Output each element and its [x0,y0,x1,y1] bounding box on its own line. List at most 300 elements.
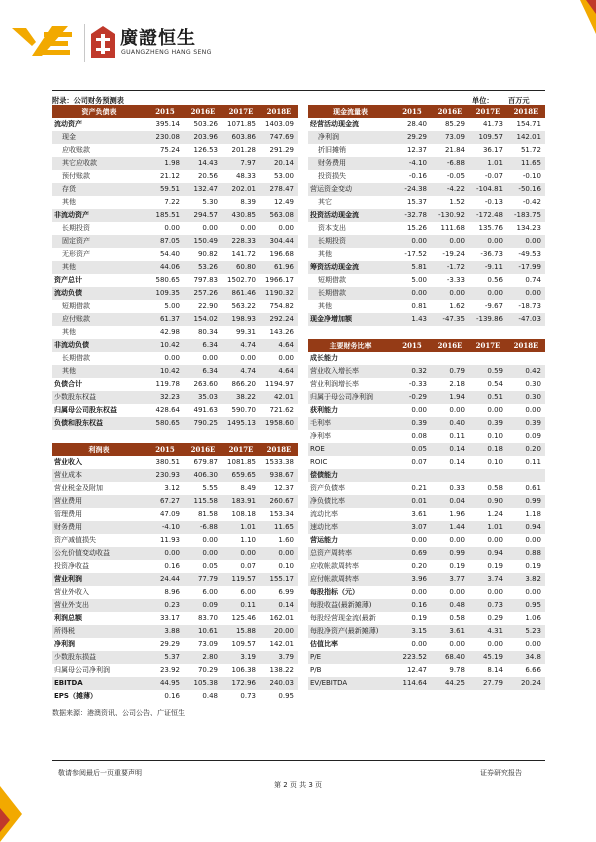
cell-value: 0.88 [525,549,541,557]
table-row [52,625,298,638]
table-row [52,131,298,144]
cell-value: 0.39 [411,419,427,427]
row-label: 其它应收款 [62,159,97,167]
cell-value: 1.44 [449,523,465,531]
cell-value: 1.01 [240,523,256,531]
cell-value: -0.07 [484,172,503,180]
table-title: 主要财务比率 [329,341,372,350]
table-row [52,534,298,547]
cell-value: 223.52 [402,653,427,661]
table-row [308,352,545,365]
table-row [52,326,298,339]
row-label: 流动比率 [310,510,338,518]
cell-value: 29.29 [159,640,180,648]
cell-value: 0.10 [278,562,294,570]
logo-separator [84,24,85,62]
cell-value: 1.18 [525,510,541,518]
cell-value: 114.64 [402,679,427,687]
cell-value: 0.00 [411,588,427,596]
cell-value: 4.64 [278,367,294,375]
row-label: 长期借款 [62,354,90,362]
table-row [308,482,545,495]
cell-value: 754.82 [269,302,294,310]
table-row [308,534,545,547]
cell-value: 12.37 [406,146,427,154]
cell-value: 106.38 [231,666,256,674]
cell-value: 0.00 [487,588,503,596]
table-row [308,612,545,625]
column-header: 2018E [513,341,539,350]
row-label: 财务费用 [318,159,346,167]
cell-value: -47.35 [442,315,465,323]
cell-value: 304.44 [269,237,294,245]
cell-value: -49.53 [518,250,541,258]
financial-ratio-table [308,339,545,690]
cashflow-table [308,105,545,326]
cell-value: 34.8 [525,653,541,661]
cell-value: 0.59 [487,367,503,375]
cell-value: 291.29 [269,146,294,154]
cell-value: -0.29 [408,393,427,401]
row-label: 其它 [318,198,332,206]
table-row [308,170,545,183]
cell-value: 580.65 [155,276,180,284]
cell-value: 0.11 [525,458,541,466]
row-label: 营运资金变动 [310,185,352,193]
cell-value: 5.55 [202,484,218,492]
cell-value: 15.26 [406,224,427,232]
cell-value: 6.66 [525,666,541,674]
cell-value: 0.04 [449,497,465,505]
cell-value: 22.90 [197,302,218,310]
table-row [308,430,545,443]
cell-value: 260.67 [269,497,294,505]
cell-value: 395.14 [155,120,180,128]
row-label: 预付账款 [62,172,90,180]
cell-value: 0.19 [487,562,503,570]
cell-value: -6.88 [446,159,465,167]
column-header: 2017E [228,107,254,116]
cell-value: 0.79 [449,367,465,375]
cell-value: 0.73 [487,601,503,609]
cell-value: 202.01 [231,185,256,193]
row-label: P/E [310,653,322,661]
cell-value: 85.29 [444,120,465,128]
row-label: 少数股东损益 [54,653,96,661]
cell-value: 0.21 [411,484,427,492]
cell-value: 1.01 [487,159,503,167]
cell-value: 42.01 [273,393,294,401]
cell-value: 73.09 [197,640,218,648]
table-row [308,183,545,196]
table-row [308,118,545,131]
table-header-row [52,105,298,118]
row-label: 营业费用 [54,497,82,505]
cell-value: 0.94 [487,549,503,557]
cell-value: 11.65 [520,159,541,167]
cell-value: 0.00 [240,354,256,362]
cell-value: 32.23 [159,393,180,401]
cell-value: 15.88 [235,627,256,635]
cell-value: 2.18 [449,380,465,388]
cell-value: 0.10 [487,432,503,440]
cell-value: 150.49 [193,237,218,245]
row-label: 管理费用 [54,510,82,518]
page-number: 第 2 页 共 3 页 [273,781,323,789]
cell-value: 0.00 [449,640,465,648]
row-label: 营业成本 [54,471,82,479]
cell-value: 380.51 [155,458,180,466]
row-label: 负债合计 [54,380,82,388]
table-row [308,495,545,508]
row-label: 应收账款 [62,146,90,154]
footer-rule [52,760,545,761]
cell-value: 6.00 [202,588,218,596]
table-row [52,456,298,469]
table-row [52,352,298,365]
cell-value: 0.00 [164,224,180,232]
cell-value: 3.19 [240,653,256,661]
row-label: 短期借款 [62,302,90,310]
cell-value: 0.00 [202,224,218,232]
cell-value: 12.49 [273,198,294,206]
cell-value: 3.77 [449,575,465,583]
cell-value: 0.58 [487,484,503,492]
cell-value: 0.19 [411,614,427,622]
table-row [52,339,298,352]
cell-value: 154.71 [516,120,541,128]
corner-decoration-icon [580,0,596,34]
cell-value: -0.05 [446,172,465,180]
cell-value: 154.02 [193,315,218,323]
table-row [308,131,545,144]
cell-value: 21.84 [444,146,465,154]
cell-value: 172.96 [231,679,256,687]
cell-value: 0.90 [487,497,503,505]
cell-value: 0.81 [411,302,427,310]
brand-mark-icon [12,22,74,62]
cell-value: 8.14 [487,666,503,674]
cell-value: 99.31 [235,328,256,336]
table-row [52,365,298,378]
row-label: 公允价值变动收益 [54,549,110,557]
table-header-row [308,105,545,118]
row-label: 财务费用 [54,523,82,531]
table-row [52,300,298,313]
row-label: 净利润 [54,640,75,648]
cell-value: 109.57 [231,640,256,648]
cell-value: -17.99 [518,263,541,271]
cell-value: 38.22 [235,393,256,401]
row-label: 营业利润 [54,575,82,583]
cell-value: 201.28 [231,146,256,154]
row-label: 应付帐款周转率 [310,575,359,583]
row-label: EV/EBITDA [310,679,348,687]
cell-value: 1.94 [449,393,465,401]
cell-value: 20.14 [273,159,294,167]
cell-value: 0.00 [525,289,541,297]
cell-value: 491.63 [193,406,218,414]
table-row [308,625,545,638]
cell-value: 0.07 [411,458,427,466]
table-row [308,144,545,157]
table-row [308,274,545,287]
cell-value: 292.24 [269,315,294,323]
cell-value: 6.99 [278,588,294,596]
table-row [308,391,545,404]
cell-value: 0.00 [525,237,541,245]
cell-value: 54.40 [159,250,180,258]
row-label: 归属于母公司净利润 [310,393,373,401]
table-row [308,456,545,469]
table-row [308,378,545,391]
cell-value: 20.24 [520,679,541,687]
cell-value: 126.53 [193,146,218,154]
cell-value: 0.16 [411,601,427,609]
cell-value: 866.20 [231,380,256,388]
cell-value: 10.42 [159,367,180,375]
cell-value: 0.73 [240,692,256,700]
cell-value: 7.97 [240,159,256,167]
cell-value: 0.05 [411,445,427,453]
cell-value: 1.10 [240,536,256,544]
row-label: 净利率 [310,432,331,440]
cell-value: 0.40 [449,419,465,427]
brand-name-cn: 廣證恒生 [120,28,196,49]
row-label: 营业外支出 [54,601,89,609]
cell-value: 132.47 [193,185,218,193]
cell-value: 0.01 [411,497,427,505]
cell-value: 603.86 [231,133,256,141]
cell-value: 0.00 [411,406,427,414]
cell-value: 1.62 [449,302,465,310]
cell-value: 73.09 [444,133,465,141]
cell-value: 0.32 [411,367,427,375]
table-row [308,235,545,248]
table-row [308,443,545,456]
row-label: 利润总额 [54,614,82,622]
table-row [52,482,298,495]
row-label: 每股指标（元） [310,588,359,596]
cell-value: 0.51 [487,393,503,401]
table-row [52,573,298,586]
cell-value: 0.14 [449,458,465,466]
cell-value: 29.29 [406,133,427,141]
cell-value: 0.61 [525,484,541,492]
table-row [52,144,298,157]
cell-value: 70.29 [197,666,218,674]
cell-value: 0.94 [525,523,541,531]
table-row [52,521,298,534]
cell-value: -1.72 [446,263,465,271]
cell-value: 11.65 [273,523,294,531]
cell-value: 0.00 [449,289,465,297]
cell-value: 115.58 [193,497,218,505]
cell-value: 3.79 [278,653,294,661]
cell-value: 61.37 [159,315,180,323]
row-label: 少数股东权益 [54,393,96,401]
cell-value: 0.10 [487,458,503,466]
cell-value: 0.54 [487,380,503,388]
cell-value: 14.43 [197,159,218,167]
cell-value: -17.52 [404,250,427,258]
table-row [52,547,298,560]
cell-value: 196.68 [269,250,294,258]
cell-value: 0.00 [449,406,465,414]
row-label: 长期借款 [318,289,346,297]
row-label: 投资净收益 [54,562,89,570]
table-row [52,586,298,599]
cell-value: 0.00 [411,289,427,297]
column-header: 2015 [155,445,175,454]
table-row [52,209,298,222]
row-label: 获利能力 [310,406,338,414]
cell-value: 0.00 [525,536,541,544]
cell-value: 119.57 [231,575,256,583]
row-label: 所得税 [54,627,75,635]
cell-value: -172.48 [475,211,503,219]
cell-value: 83.70 [197,614,218,622]
cell-value: 4.64 [278,341,294,349]
cell-value: 5.00 [164,302,180,310]
cell-value: -0.42 [522,198,541,206]
row-label: ROIC [310,458,328,466]
cell-value: -139.86 [475,315,503,323]
column-header: 2018E [513,107,539,116]
row-label: 流动资产 [54,120,82,128]
cell-value: 45.19 [482,653,503,661]
cell-value: 1194.97 [265,380,294,388]
cell-value: 0.99 [525,497,541,505]
cell-value: 42.98 [159,328,180,336]
cell-value: 230.08 [155,133,180,141]
cell-value: 257.26 [193,289,218,297]
column-header: 2017E [475,107,501,116]
cell-value: -9.11 [484,263,503,271]
table-row [52,391,298,404]
cell-value: 198.93 [231,315,256,323]
column-header: 2018E [266,107,292,116]
unit-label: 单位： [472,96,494,105]
cell-value: 90.82 [197,250,218,258]
row-label: P/B [310,666,322,674]
table-header-row [52,443,298,456]
cell-value: -183.75 [513,211,541,219]
cell-value: 15.37 [406,198,427,206]
cell-value: 61.96 [273,263,294,271]
cell-value: 12.47 [406,666,427,674]
cell-value: -0.13 [484,198,503,206]
cell-value: 563.22 [231,302,256,310]
cell-value: 0.11 [240,601,256,609]
cell-value: 162.01 [269,614,294,622]
table-row [52,313,298,326]
cell-value: 0.14 [449,445,465,453]
cell-value: 5.00 [411,276,427,284]
table-row [308,664,545,677]
row-label: 其他 [62,263,76,271]
cell-value: 141.72 [231,250,256,258]
column-header: 2016E [190,107,216,116]
row-label: 营业收入 [54,458,82,466]
table-row [308,547,545,560]
table-row [52,118,298,131]
cell-value: 0.56 [487,276,503,284]
cell-value: 659.65 [231,471,256,479]
cell-value: 143.26 [269,328,294,336]
cell-value: 0.74 [525,276,541,284]
cell-value: 790.25 [193,419,218,427]
row-label: 资产总计 [54,276,82,284]
cell-value: 0.00 [487,406,503,414]
row-label: 营业利润增长率 [310,380,359,388]
row-label: 资本支出 [318,224,346,232]
table-row [308,521,545,534]
column-header: 2015 [402,107,422,116]
cell-value: 33.17 [159,614,180,622]
row-label: 速动比率 [310,523,338,531]
row-label: 归属母公司净利润 [54,666,110,674]
cell-value: 228.33 [231,237,256,245]
cell-value: -6.88 [199,523,218,531]
cell-value: 0.00 [202,354,218,362]
cell-value: 105.38 [193,679,218,687]
table-row [52,417,298,430]
row-label: 净负债比率 [310,497,345,505]
table-row [308,300,545,313]
table-row [52,612,298,625]
cell-value: 0.00 [411,237,427,245]
cell-value: 0.00 [164,549,180,557]
cell-value: 35.03 [197,393,218,401]
row-label: 应收帐款周转率 [310,562,359,570]
cell-value: 430.85 [231,211,256,219]
row-label: 总资产周转率 [310,549,352,557]
row-label: EPS（摊薄） [54,692,97,700]
row-label: 毛利率 [310,419,331,427]
table-title: 资产负债表 [81,107,117,116]
row-label: 负债和股东权益 [54,419,103,427]
cell-value: 111.68 [440,224,465,232]
cell-value: 10.61 [197,627,218,635]
cell-value: -104.81 [475,185,503,193]
cell-value: 0.39 [525,419,541,427]
cell-value: 4.74 [240,341,256,349]
cell-value: 0.00 [164,354,180,362]
table-row [308,651,545,664]
cell-value: 47.09 [159,510,180,518]
row-label: 资产减值损失 [54,536,96,544]
cell-value: 0.08 [411,432,427,440]
cell-value: 41.73 [482,120,503,128]
cell-value: 21.12 [159,172,180,180]
cell-value: 0.16 [164,692,180,700]
cell-value: 51.72 [520,146,541,154]
table-row [308,508,545,521]
cell-value: 153.34 [269,510,294,518]
cell-value: 278.47 [269,185,294,193]
cell-value: 0.00 [411,536,427,544]
table-title: 利润表 [88,445,110,454]
row-label: 现金 [62,133,76,141]
cell-value: 0.00 [487,289,503,297]
cell-value: 1.01 [487,523,503,531]
cell-value: 3.96 [411,575,427,583]
cell-value: 0.00 [411,640,427,648]
table-row [52,157,298,170]
cell-value: 503.26 [193,120,218,128]
cell-value: 3.82 [525,575,541,583]
